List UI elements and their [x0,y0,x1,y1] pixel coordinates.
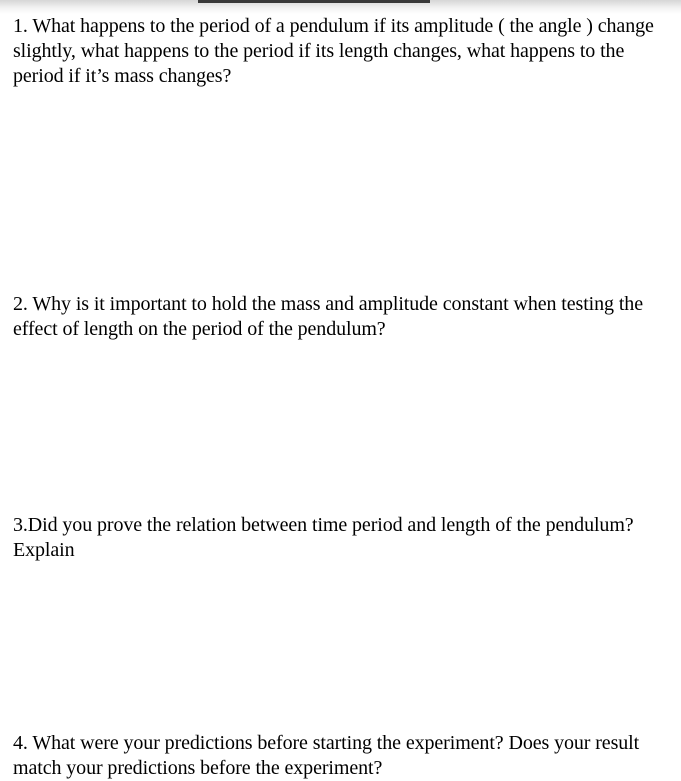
question-3-line-2: Explain [13,539,75,561]
question-1 [13,14,654,89]
question-3-line-1: 3.Did you prove the relation between time period and length of the pendulum? [13,514,634,536]
question-1-line-3: period if it’s mass changes? [13,65,232,87]
top-scroll-indicator [198,0,430,3]
question-2-line-2: effect of length on the period of the pendulum? [13,318,386,340]
question-4-line-2: match your predictions before the experiment? [13,757,383,779]
question-4 [13,731,639,781]
question-1-line-1: 1. What happens to the period of a pendulum if its amplitude ( the angle ) change [13,15,654,37]
question-2-line-1: 2. Why is it important to hold the mass and amplitude constant when testing the [13,293,643,315]
question-4-line-1: 4. What were your predictions before starting the experiment? Does your result [13,732,640,754]
question-2 [13,292,643,342]
question-3 [13,513,634,563]
question-1-line-2: slightly, what happens to the period if its length changes, what happens to the [13,40,625,62]
